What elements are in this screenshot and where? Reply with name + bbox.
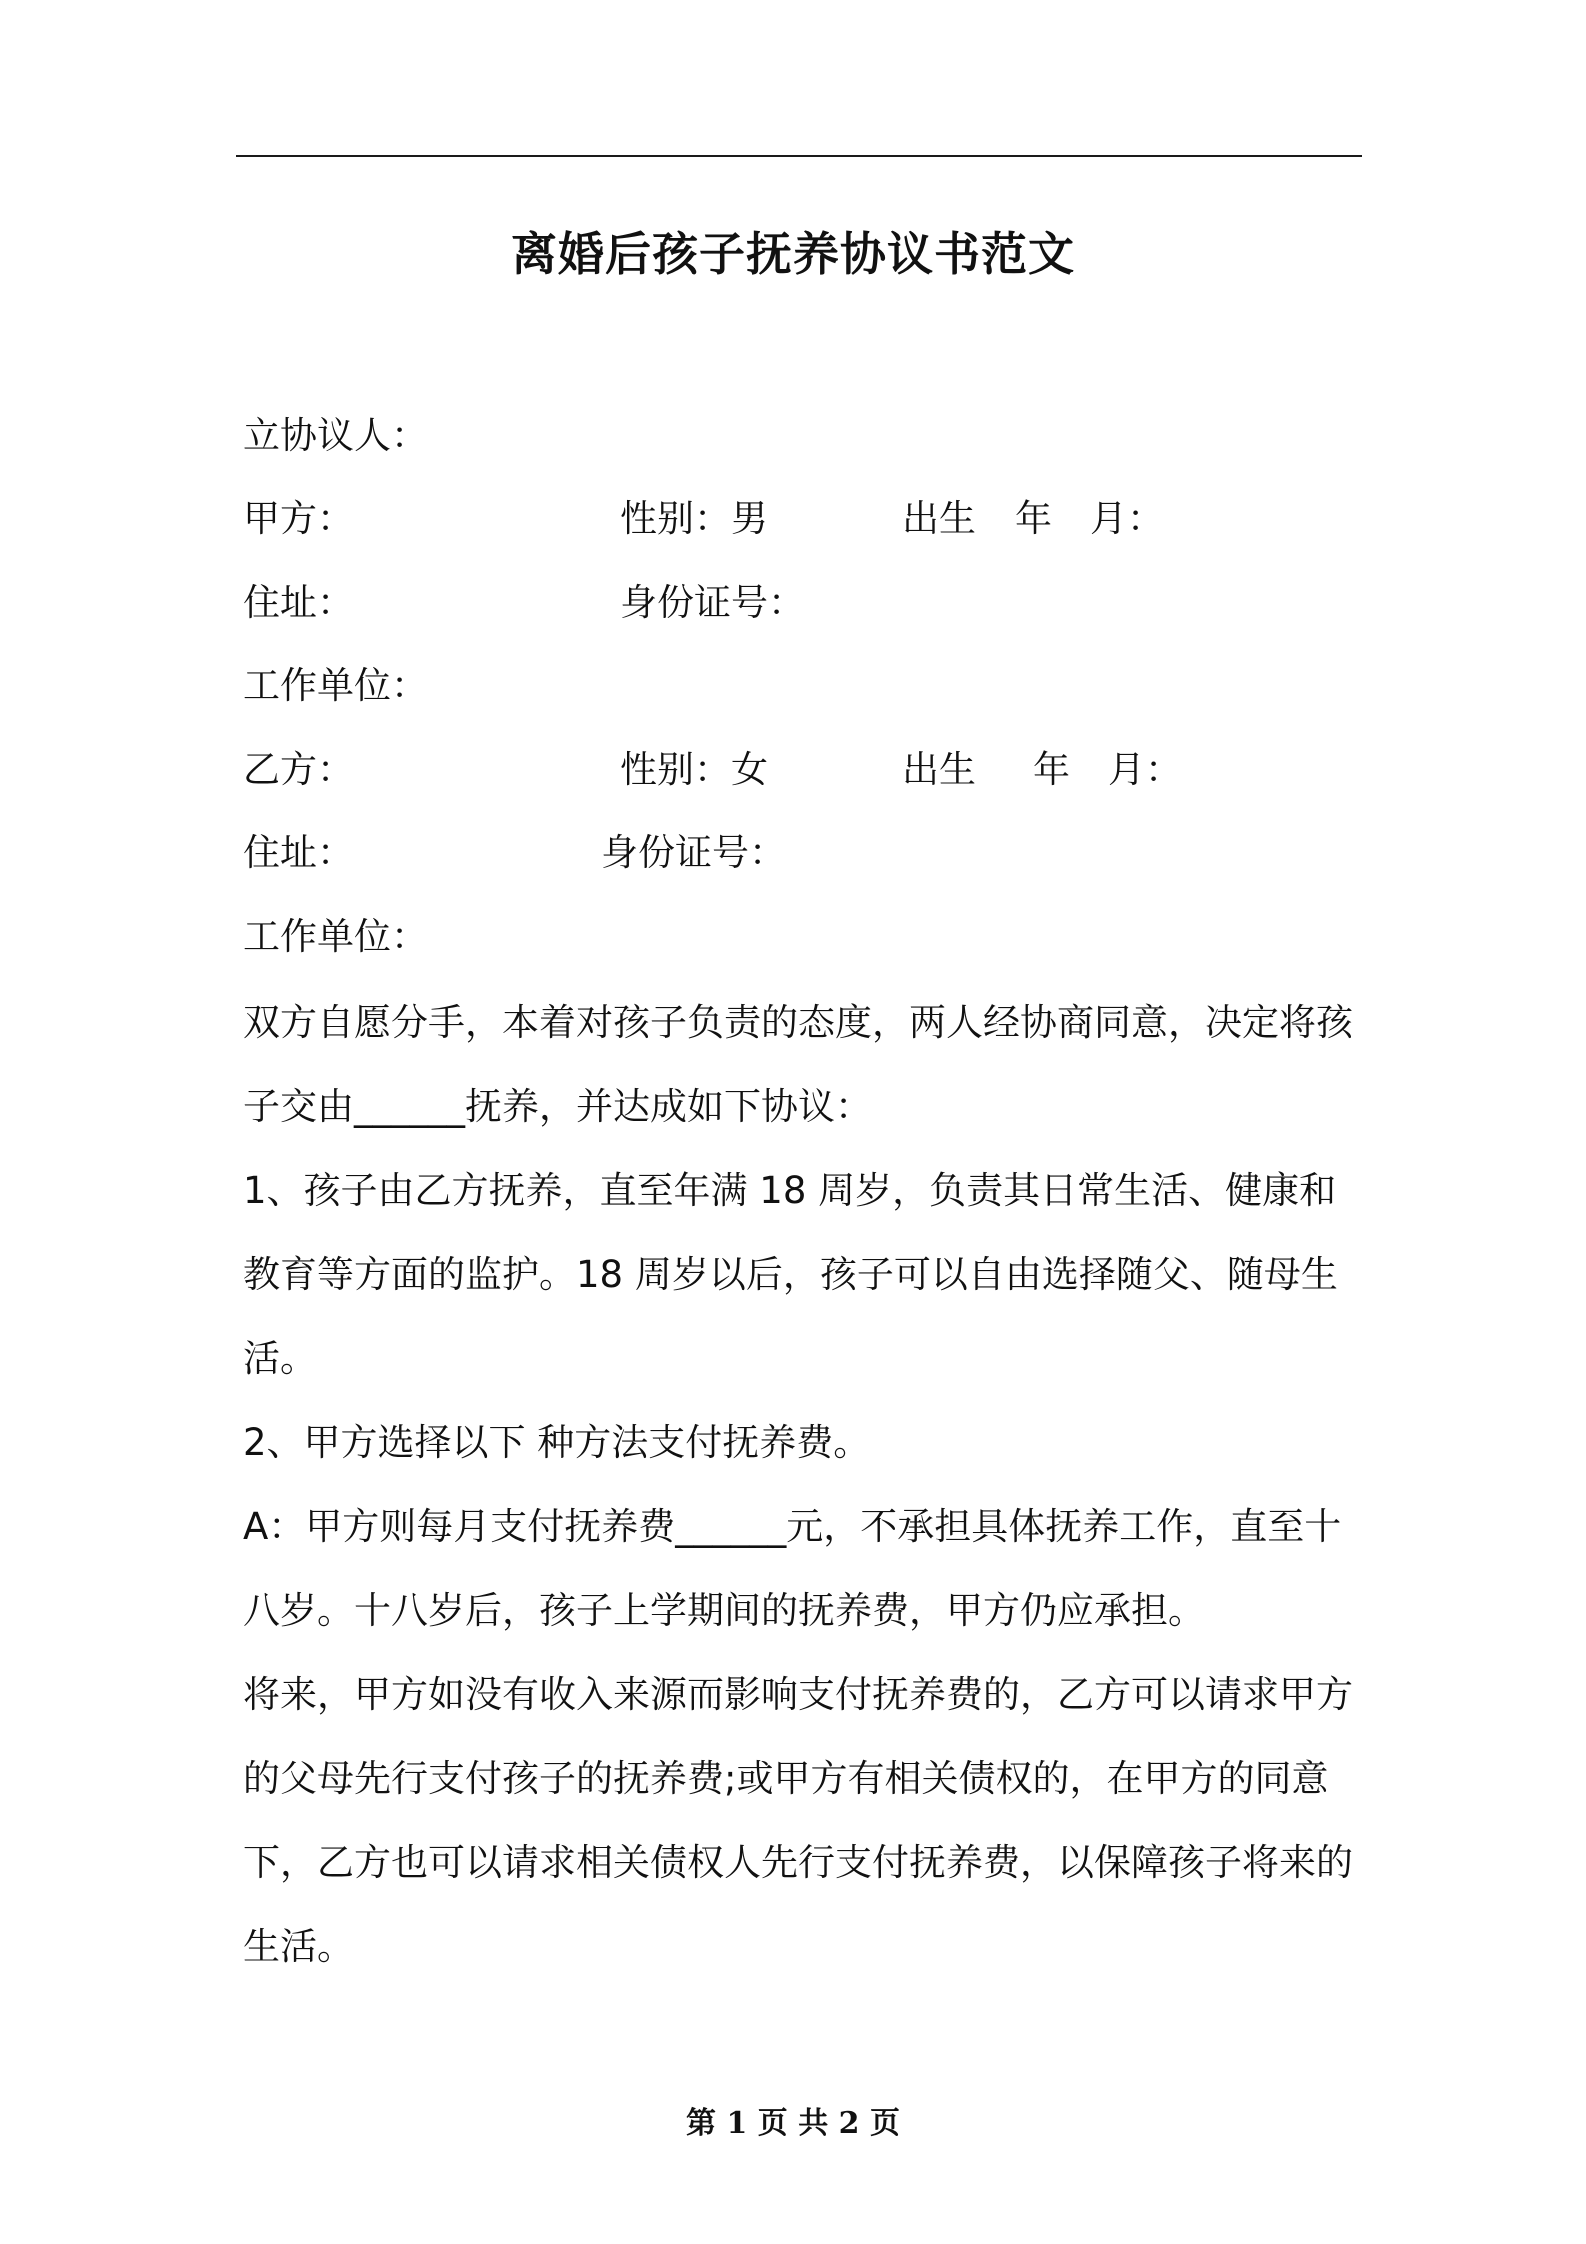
party-b-id-label: 身份证号： [601,831,786,874]
document-title: 离婚后孩子抚养协议书范文 [511,227,1075,281]
signatories-label: 立协议人： [243,414,428,457]
agreement-body [243,981,1363,1989]
party-b-label: 乙方： [243,748,354,791]
party-a-gender: 性别：男 [620,497,768,540]
party-b-month: 月： [1108,748,1182,791]
party-a-work-row [0,656,1586,716]
header-rule [236,155,1362,157]
body-line: 子交由______抚养，并达成如下协议： [243,1085,872,1128]
body-line: 八岁。十八岁后，孩子上学期间的抚养费，甲方仍应承担。 [243,1589,1205,1632]
party-a-work-label: 工作单位： [243,664,428,707]
party-a-label: 甲方： [243,497,354,540]
body-line: 1、孩子由乙方抚养，直至年满 18 周岁，负责其日常生活、健康和 [243,1169,1337,1212]
party-b-row [0,740,1586,800]
party-b-gender: 性别：女 [620,748,768,791]
party-a-month: 月： [1090,497,1164,540]
party-a-id-label: 身份证号： [620,581,805,624]
body-line: 双方自愿分手，本着对孩子负责的态度，两人经协商同意，决定将孩 [243,1001,1353,1044]
body-line: 将来，甲方如没有收入来源而影响支付抚养费的，乙方可以请求甲方 [243,1673,1353,1716]
body-line: 的父母先行支付孩子的抚养费;或甲方有相关债权的，在甲方的同意 [243,1757,1329,1800]
party-b-year: 年 [1033,748,1070,791]
party-a-address-label: 住址： [243,581,354,624]
body-line: 生活。 [243,1925,354,1968]
body-line: 教育等方面的监护。18 周岁以后，孩子可以自由选择随父、随母生 [243,1253,1338,1296]
signatories-row [0,406,1586,466]
body-line: 活。 [243,1337,317,1380]
body-line: A：甲方则每月支付抚养费______元，不承担具体抚养工作，直至十 [243,1505,1342,1548]
party-b-address-label: 住址： [243,831,354,874]
party-b-work-row [0,907,1586,967]
party-b-work-label: 工作单位： [243,915,428,958]
party-a-row [0,489,1586,549]
party-a-address-row [0,573,1586,633]
body-line: 下，乙方也可以请求相关债权人先行支付抚养费，以保障孩子将来的 [243,1841,1353,1884]
party-a-birth: 出生 [902,497,976,540]
party-a-year: 年 [1015,497,1052,540]
page-number-footer: 第 1 页 共 2 页 [686,2106,900,2141]
party-b-address-row [0,823,1586,883]
body-line: 2、甲方选择以下 种方法支付抚养费。 [243,1421,871,1464]
party-b-birth: 出生 [902,748,976,791]
